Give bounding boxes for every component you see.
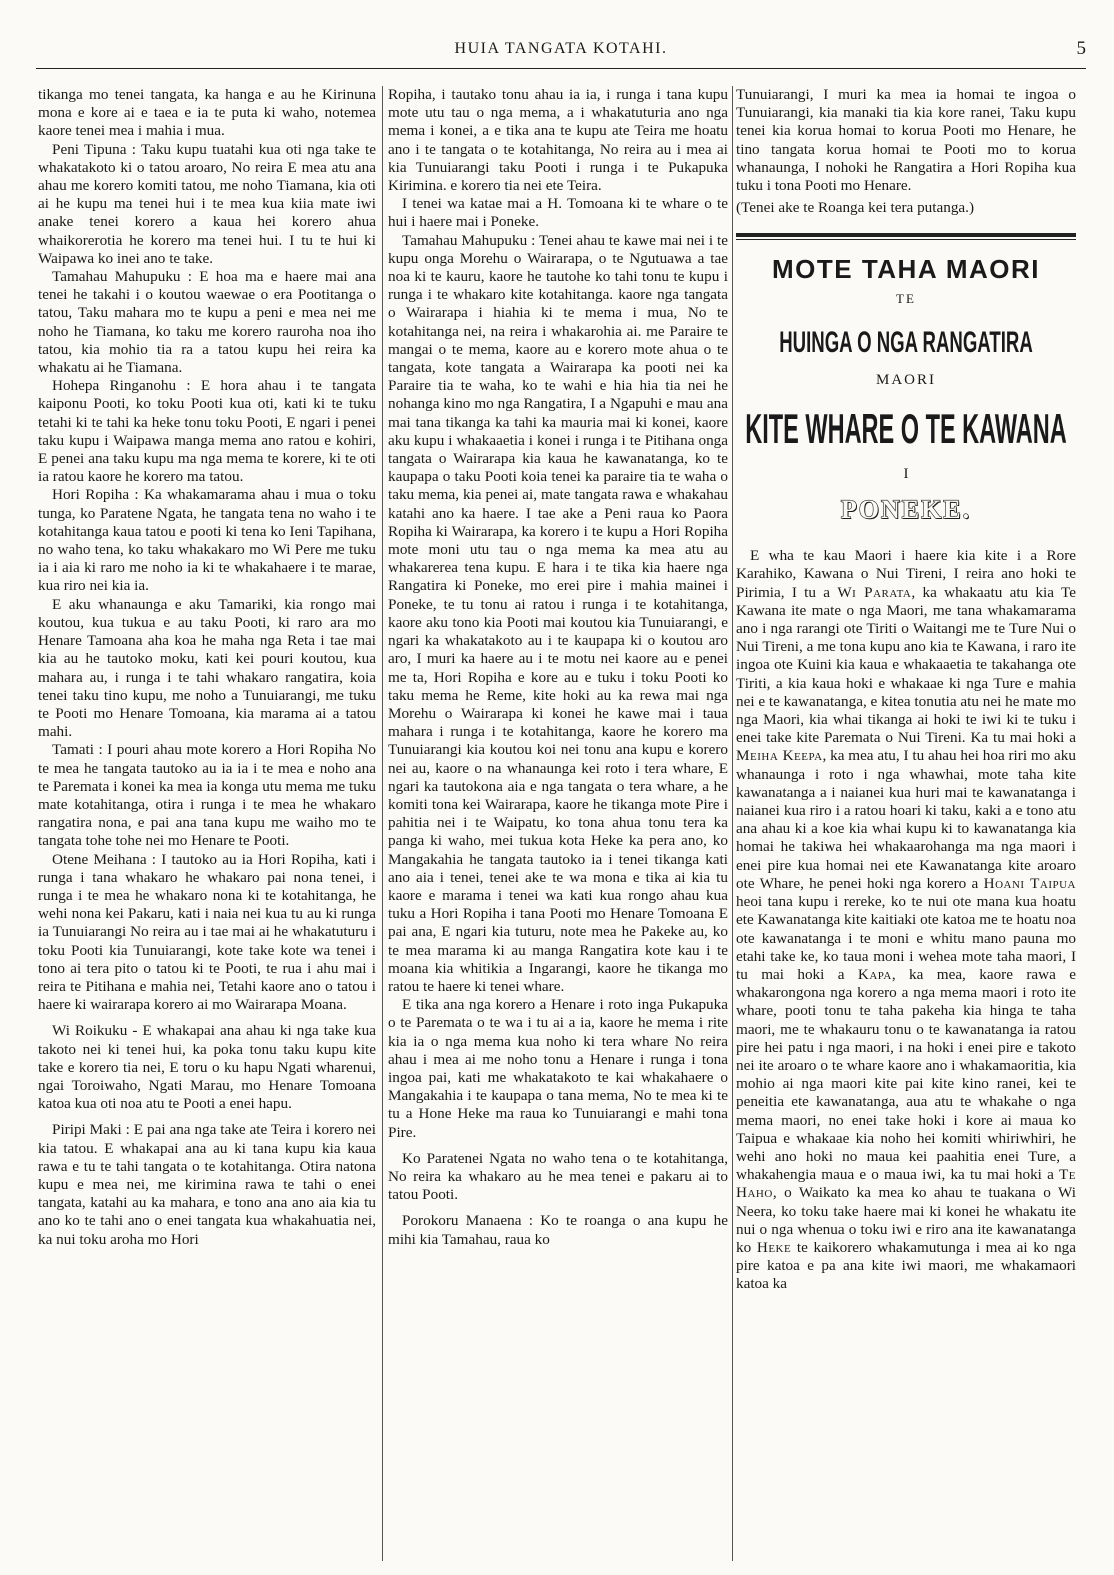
banner-subheading: MAORI bbox=[875, 371, 936, 388]
paragraph: Porokoru Manaena : Ko te roanga o ana kupu he mihi kia Tamahau, raua ko bbox=[388, 1212, 728, 1248]
paragraph: Otene Meihana : I tautoko au ia Hori Ropiha, kati i runga i tana whakaro he whakaro pai nona tenei, i runga i te mea he whakaro nona ki te kotahitanga, he wehi nona kei Pakaru, kati i naia nei kua tu au ki runga ia Tunuiarangi No reira au i tae mai ai he whakatuturu i toku Pooti kia Tunuiarangi, kote take kote wa tenei i tono ai tera pito o tatou ki te Pooti, te rua i ahu mai i reira te Pitihana e mahia nei, Tetahi kaore ano o tatou i haere ki wairarapa korero ai mo Wairarapa Moana. bbox=[38, 850, 376, 1014]
person-name: Heke bbox=[756, 1238, 792, 1256]
paragraph: Tamahau Mahupuku : E hoa ma e haere mai ana tenei he takahi i o koutou waewae o era Pootitanga o tatou, Taku mahara mo te kupu a peni e mea nei me noho he Tiamana, ko taku me korero rauroha noa iho tatou, kia mohio tia ra a tatou kupu hei reira ka whakatu ai he Tiamana. bbox=[38, 268, 376, 377]
banner-rule bbox=[736, 239, 1076, 240]
paragraph: Ko Paratenei Ngata no waho tena o te kotahitanga, No reira ka whakaro au he mea tenei e pakaru ai to tatou Pooti. bbox=[388, 1149, 728, 1204]
column-3 bbox=[736, 86, 1076, 1566]
newspaper-title: HUIA TANGATA KOTAHI. bbox=[454, 40, 668, 57]
page-number: 5 bbox=[1076, 38, 1086, 59]
paragraph: Tamahau Mahupuku : Tenei ahau te kawe mai nei i te kupu onga Morehu o Wairarapa, o te Ngutuawa a tae noa ki te kauru, kaore he tautohe ko tahi tonu te kupu i runga i te whakaro kite kotahitanga. kaore nga tangata o Wairarapa i hiahia ki te mema i mua, No te kotahitanga nei, na reira i whakarohia ai. me Paraire te mangai o te mema, kaore au e korero mote ahua o te tangata, kote tangata a Wairarapa ka pooti nei ka Paraire tia te waha, ko te wahi e hia hia tia nei he nohanga kino mo nga Rangatira, I a Ngapuhi e mau ana mai tana tikanga ka tahi ka mauria mai ki konei, kaore aku kupu i whakaaetia i konei i runga i te Pitihana onga tangata o Wairarapa kia kaua he kawanatanga, ko te kaupapa o taku Pooti koia tenei ka paraire tia te waha o taku mema, kia penei ai, mate tangata rawa e whakahau katahi ano ka haere. I tae ake a Peni raua ko Paora Ropiha ki Wairarapa, ka korero i te kupu a Hori Ropiha mote moni utu tau o nga mema ka mea atu au whakarerea tena kupu. E hara i te tika kia haere nga Rangatira ki Poneke, mo erei pire i mahia mainei i Poneke, te tu tonu ai ratou i runga i te kotahitanga, kaore aku tono kia Pooti mai koutou kia Tunuiarangi, e ngari ka whakatakoto au i te kaupapa ki o koutou aro aro, I muri ka haere au i te motu nei kaore au e penei me ta, Hori Ropiha e kore au e tuku i toku Pooti ko taku mema he Reme, kite hoki au ka rewa mai nga Morehu o Wairarapa ki konei he kawe mai i taua mahara i runga i te kotahitanga, kaore he korero ma Tunuiarangi kia koutou koi nei tonu ana kupu e korero nei au, kaore o na whanaunga kei roto i tera whare, E ngari ka tautokona aia e nga tangata o tera whare, a he komiti tona kei Wairarapa, kaore he tikanga mote Pire i pahitia nei i te Waipatu, ko tona ahua tonu tera ka panga ki waho, mei tukua kota Heke ka pera ano, ko Mangakahia he tangata tautoko ia i tenei tikanga kati ano aia i tenei, tenei ake te wa mona e tika ai kia tu kaore e marama i tenei wa kati kua rongo ahau kua tuku a Hori Ropiha i tana Pooti mo Henare Tomoana E pai ana, E ngari kia tuturu, note mea he Pakeke au, ko te mea marama ki au manga Rangatira kote kau i te moana kia whitikia a Ingarangi, kaore he tikanga mo ratou te haere ki tenei whare. bbox=[388, 231, 728, 995]
article-paragraph bbox=[736, 547, 1076, 1293]
article-text: , ka mea atu, I tu ahau hei hoa riri mo aku whanaunga i roto i nga whawhai, mote taha kite kawanatanga a i naianei kua huri mai te kawanatanga i naianei kua riro i a ratou hoari ki taku, kaki a e tono atu ana ahau ki a koe kia whai kupu ki to kawanatanga kia homai he takiwa hei whakaarohanga ma nga maori i enei pire kua homai nei ete Kawanatanga kite aroaro ote Whare, he penei hoki nga korero a bbox=[736, 747, 1076, 892]
person-name: Meiha Keepa bbox=[736, 747, 823, 765]
paragraph: E aku whanaunga e aku Tamariki, kia rongo mai koutou, kua tukua e au taku Pooti, ki raro ara mo Henare Tamoana aha koa he maha nga Reta i tae mai kia au he tautoko moku, kati kei pouri koutou, kua mahara au, i runga i te tahi whakaro rangatira, koia tenei taku tino kupu, me noho a Tunuiarangi, me tuku te Pooti mo Henare Tomoana, kia marama ai a tatou mahi. bbox=[38, 595, 376, 741]
banner-heading: MOTE TAHA MAORI bbox=[771, 254, 1041, 285]
paragraph: Wi Roikuku - E whakapai ana ahau ki nga take kua takoto nei ki tenei hui, ka poka tonu taku kupu kite take e korero tia nei, E toru o ku hapu Ngati wharenui, ngai Toroiwaho, Ngati Marau, mo Henare Tomoana katoa kua oti noa atu te Pooti a enei hapu. bbox=[38, 1022, 376, 1113]
page-header bbox=[36, 38, 1086, 69]
person-name: Kapa bbox=[857, 965, 892, 983]
paragraph: Peni Tipuna : Taku kupu tuatahi kua oti nga take te whakatakoto ki o tatou aroaro, No reira E mea atu ana ahau me korero komiti tatou, me noho Tiamana, kia oti ai he kupu ma tenei hui i te mea kua kiia mate iwi anake tenei korero a kaua hei korero ahua whaikorerotia he korero ma tenei hui. I tu te hui ki Waipawa ko inei ano te take. bbox=[38, 140, 376, 267]
banner-heading: KITE WHARE O TE KAWANA bbox=[745, 404, 1067, 452]
column-divider bbox=[382, 86, 383, 1561]
article-text: , ka mea, kaore rawa e whakarongona nga korero a nga mema maori i roto ite whare, pooti tonu te taha pakeha kia hinga te taha maori, me te whakauru tonu o te kawanatanga ia ratou pire hei patu i nga maori, i na hoki i enei pire e takoto nei ite aroaro o te whare kaore ano i whakamaoritia, kia mohio ai nga maori kite pai kite kino ranei, kei te peneitia ete kawanatanga, aua atu te whakahe o nga mema maori, no enei take hoki i kore ai maua ko Taipua e whakaae kia noho hei komiti whiriwhiri, he wehi ano hoki no maua kei paahitia enei Ture, a whakahengia maua e o maua iwi, ka tu mai hoki a bbox=[736, 965, 1076, 1184]
paragraph: I tenei wa katae mai a H. Tomoana ki te whare o te hui i haere mai i Poneke. bbox=[388, 195, 728, 231]
person-name: Te Haho bbox=[736, 1166, 1076, 1202]
person-name: Hoani Taipua bbox=[983, 874, 1076, 892]
article-text: , ka whakaatu atu kia Te Kawana ite mate o nga Maori, me tana whakamarama ano i nga rarangi ote Tiriti o Waitangi me te Ture Nui o Nui Tireni, a me tona kupu ano kia te Kawana, i raro ite ingoa ote Kuini kia kaua e whakaaetia te takahanga ote Tiriti, a kia kaua hoki e whakaae ki nga Ture e mahia nei e te kawanatanga, e kitea tonutia atu nei he mate mo nga Maori, kia whai tikanga ai hoki te iwi ki te tuku i enei take kite Paremata o Nui Tireni. Ka tu mai hoki a bbox=[736, 583, 1076, 747]
column-divider bbox=[732, 86, 733, 1561]
continued-note: (Tenei ake te Roanga kei tera putanga.) bbox=[736, 199, 975, 217]
column-2 bbox=[388, 86, 728, 1566]
column-1 bbox=[38, 86, 376, 1566]
paragraph: tikanga mo tenei tangata, ka hanga e au he Kirinuna mona e kore ai e taea e ia te puta ki waho, notemea kaore tenei mea i mahia i mua. bbox=[38, 86, 376, 140]
paragraph: Tunuiarangi, I muri ka mea ia homai te ingoa o Tunuiarangi, kia manaki tia kia kore ranei, Taku kupu tenei kia korua homai to korua Pooti mo Henare, he tino tangata korua homai te Pooti mo to korua whanaunga, I nohoki he Rangatira a Hori Ropiha kua tuku i tona Pooti mo Henare. bbox=[736, 86, 1076, 195]
person-name: Wi Parata bbox=[837, 583, 912, 601]
paragraph: Ropiha, i tautako tonu ahau ia ia, i runga i tana kupu mote utu tau o nga mema, a i whakatuturia ano nga mema i konei, a e tika ana te kupu ate Teira me hoatu ano i te tangata o te kotahitanga, No reira au i mea ai kia Tunuiarangi taku Pooti i runga i te Pukapuka Kirimina. e korero tia nei ete Teira. bbox=[388, 86, 728, 195]
paragraph: Piripi Maki : E pai ana nga take ate Teira i korero nei kia tatou. E whakapai ana au ki tana kupu kia kaua rawa e tu te tahi tangata o te kotahitanga. Otira natona kupu e mea nei, me kirimina rawa te tahi o enei tangata, katahi au ka mahara, e tono ana ano aia kia tu ano ko te tahi ano o enei tangata kua whakahuatia nei, ka nui toku aroha mo Hori bbox=[38, 1121, 376, 1248]
paragraph: E tika ana nga korero a Henare i roto inga Pukapuka o te Paremata o te wa i tu ai a ia, kaore he mema i rite kia ia o nga mema kua noho ki tera whare No reira ahau i mea ai me noho tonu a Henare i runga i tona ingoa pai, kati me whakatakoto te kai whakahaere o Mangakahia i te kaupapa o tana mema, No te mea ki te tu a Hone Heke ma raua ko Tunuiarangi e mahi tona Pire. bbox=[388, 996, 728, 1141]
paragraph: Hori Ropiha : Ka whakamarama ahau i mua o toku tunga, ko Paratene Ngata, he tangata tena no waho i te kotahitanga kaua tatou e pooti ki tena ko Ieni Tapihana, no waho tena, ko taku whakakaro mo Wi Pere me tuku ia i aia ki raro me noho ia ki te whakahaere i te marae, kua riro nei kia ia. bbox=[38, 486, 376, 595]
banner-heading: HUINGA O NGA RANGATIRA bbox=[779, 325, 1033, 359]
article-text: te kaikorero whakamutunga i mea ai ko nga pire katoa e pa ana kite iwi maori, me whakamaori katoa ka bbox=[736, 1238, 1076, 1293]
article-text: heoi tana kupu i rereke, ko te nui ote mana kua hoatu ete Kawanatanga kite kaitiaki ote katoa me te hoatu noa ote kawanatanga i te moni e whitu mano pauna mo etahi take ke, ko taua moni i wehea mote taha maori, I tu mai hoki a bbox=[736, 893, 1076, 983]
article-text: E wha te kau Maori i haere kia kite i a Rore Karahiko, Kawana o Nui Tireni, I reira ano hoki te Pirimia, I tu a bbox=[736, 547, 1076, 601]
paragraph: Hohepa Ringanohu : E hora ahau i te tangata kaiponu Pooti, ko toku Pooti kua oti, kati ki te tuku tetahi ki te tahi ka heke tonu toku Pooti, E ngari i penei taku kupu i Waipawa manga mema ano ratou e kohiri, E penei ana taku kupu ma nga mema te korere, ki te oti ia ratou kaore he korero ma tatou. bbox=[38, 377, 376, 486]
paragraph: Tamati : I pouri ahau mote korero a Hori Ropiha No te mea he tangata tautoko au ia ia i te mea e noho ana te Paremata i konei ka mea ia konga utu mema me tuku mate kotahitanga, otira i runga i te mea he whakaro rangatira nona, e pai ana tana kupu me waiho mo te tangata tohe tohe nei mo Henare te Pooti. bbox=[38, 741, 376, 850]
banner-heading: PONEKE. bbox=[840, 495, 972, 525]
banner-rule bbox=[736, 233, 1076, 237]
banner-subheading: I bbox=[903, 465, 909, 482]
article-banner bbox=[736, 233, 1076, 525]
banner-subheading: TE bbox=[896, 291, 916, 307]
article-text: , o Waikato ka mea ko ahau te tuakana o Wi Neera, ko toku take haere mai ki konei he whakatu ite nui o nga whenua o toku iwi e riro ana ite kawanatanga ko bbox=[736, 1184, 1076, 1256]
